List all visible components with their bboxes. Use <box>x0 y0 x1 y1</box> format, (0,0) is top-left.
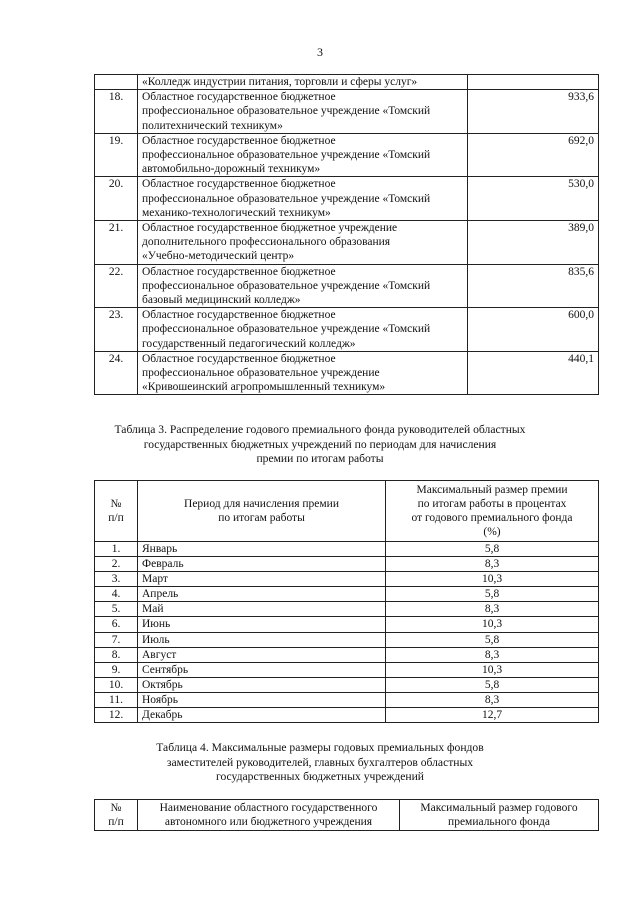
percent-value: 10,3 <box>386 572 599 587</box>
row-number: 3. <box>95 572 138 587</box>
institution-name-line: Областное государственное бюджетное <box>142 265 336 278</box>
row-number: 1. <box>95 542 138 557</box>
institution-name-cell <box>138 133 468 177</box>
page-number: 3 <box>317 45 323 59</box>
table-row <box>95 602 599 617</box>
percent-value: 10,3 <box>386 617 599 632</box>
period-cell: Март <box>138 572 386 587</box>
table-row <box>95 572 599 587</box>
premium-fund-value: 389,0 <box>468 221 599 265</box>
row-number: 24. <box>95 351 138 395</box>
header-max-premium: Максимальный размер премии по итогам работы в процентах от годового премиального фонда (%) <box>386 481 599 542</box>
period-cell: Февраль <box>138 557 386 572</box>
period-cell: Ноябрь <box>138 692 386 707</box>
deputy-premium-fund-table <box>94 799 599 831</box>
header-period: Период для начисления премии по итогам работы <box>138 481 386 542</box>
institution-name-cell <box>138 351 468 395</box>
period-cell: Октябрь <box>138 677 386 692</box>
institution-name-line: автомобильно-дорожный техникум» <box>142 163 321 176</box>
row-number: 20. <box>95 177 138 221</box>
caption-line: государственных бюджетных учреждений по периодам для начисления <box>143 437 497 451</box>
row-number: 23. <box>95 308 138 352</box>
premium-fund-value: 933,6 <box>468 90 599 134</box>
institution-name-cell <box>138 177 468 221</box>
row-number: 5. <box>95 602 138 617</box>
table-row <box>95 542 599 557</box>
period-cell: Июль <box>138 632 386 647</box>
row-number: 9. <box>95 662 138 677</box>
row-number: 22. <box>95 264 138 308</box>
table-header-row <box>95 481 599 542</box>
table-row <box>95 351 599 395</box>
percent-value: 8,3 <box>386 647 599 662</box>
table-row <box>95 90 599 134</box>
percent-value: 8,3 <box>386 557 599 572</box>
institution-name-line: «Учебно-методический центр» <box>142 250 295 263</box>
institution-name-cell <box>138 90 468 134</box>
row-number: 8. <box>95 647 138 662</box>
caption-line: заместителей руководителей, главных бухгалтеров областных <box>166 755 474 769</box>
table-row <box>95 617 599 632</box>
institution-name-line: Областное государственное бюджетное учреждение <box>142 222 398 235</box>
table-row <box>95 264 599 308</box>
institution-name-line: Областное государственное бюджетное <box>142 134 336 147</box>
institution-name-line: Областное государственное бюджетное <box>142 352 336 365</box>
table-row <box>95 662 599 677</box>
row-number: 4. <box>95 587 138 602</box>
caption-line: государственных бюджетных учреждений <box>216 770 424 783</box>
premium-fund-value: 692,0 <box>468 133 599 177</box>
institution-name-line: профессиональное образовательное учреждение «Томский <box>142 323 431 336</box>
premium-fund-value: 440,1 <box>468 351 599 395</box>
institution-name-cell <box>138 264 468 308</box>
percent-value: 5,8 <box>386 632 599 647</box>
institution-name-line: профессиональное образовательное учреждение «Томский <box>142 149 431 162</box>
institution-name-line: Областное государственное бюджетное <box>142 91 336 104</box>
institution-name-cell <box>138 221 468 265</box>
institution-name-line: профессиональное образовательное учреждение «Томский <box>142 279 431 292</box>
table-row <box>95 677 599 692</box>
institution-name-line: профессиональное образовательное учреждение «Томский <box>142 105 431 118</box>
percent-value: 8,3 <box>386 602 599 617</box>
percent-value: 5,8 <box>386 677 599 692</box>
institution-name-line: дополнительного профессионального образования <box>142 236 391 249</box>
table-row <box>95 221 599 265</box>
row-number: 2. <box>95 557 138 572</box>
table-row <box>95 133 599 177</box>
value-cell <box>468 75 599 90</box>
institution-name-line: профессиональное образовательное учреждение «Томский <box>142 192 431 205</box>
institutions-table <box>94 74 599 395</box>
period-cell: Июнь <box>138 617 386 632</box>
percent-value: 5,8 <box>386 587 599 602</box>
institution-name-line: Областное государственное бюджетное <box>142 178 336 191</box>
row-number: 12. <box>95 708 138 723</box>
institution-name-line: государственный педагогический колледж» <box>142 337 356 350</box>
percent-value: 8,3 <box>386 692 599 707</box>
table-row <box>95 557 599 572</box>
table3-caption <box>0 423 640 467</box>
institution-name-line: «Кривошеинский агропромышленный техникум» <box>142 381 386 394</box>
period-cell: Декабрь <box>138 708 386 723</box>
table-row <box>95 692 599 707</box>
row-number: 19. <box>95 133 138 177</box>
premium-fund-value: 835,6 <box>468 264 599 308</box>
table-row <box>95 177 599 221</box>
period-cell: Январь <box>138 542 386 557</box>
institution-name-line: базовый медицинский колледж» <box>142 294 301 307</box>
period-cell: Апрель <box>138 587 386 602</box>
row-number: 10. <box>95 677 138 692</box>
institution-name-line: механико-технологический техникум» <box>142 206 331 219</box>
table-row <box>95 708 599 723</box>
premium-distribution-table <box>94 480 599 723</box>
table-header-row <box>95 800 599 831</box>
table-row <box>95 587 599 602</box>
header-number: № п/п <box>95 481 138 542</box>
period-cell: Сентябрь <box>138 662 386 677</box>
percent-value: 10,3 <box>386 662 599 677</box>
table-row <box>95 308 599 352</box>
percent-value: 5,8 <box>386 542 599 557</box>
row-number: 18. <box>95 90 138 134</box>
caption-line: Таблица 3. Распределение годового премиального фонда руководителей областных <box>114 423 526 436</box>
table4-caption <box>0 741 640 785</box>
row-number: 6. <box>95 617 138 632</box>
institution-name-line: Областное государственное бюджетное <box>142 309 336 322</box>
institution-name-line: профессиональное образовательное учреждение <box>142 367 380 380</box>
institution-name-cell: «Колледж индустрии питания, торговли и сферы услуг» <box>138 75 468 90</box>
table-row <box>95 647 599 662</box>
header-institution-name: Наименование областного государственного автономного или бюджетного учреждения <box>138 800 400 831</box>
institution-name-line: политехнический техникум» <box>142 119 283 132</box>
premium-fund-value: 530,0 <box>468 177 599 221</box>
period-cell: Август <box>138 647 386 662</box>
table-row <box>95 632 599 647</box>
caption-line: Таблица 4. Максимальные размеры годовых премиальных фондов <box>156 741 484 754</box>
period-cell: Май <box>138 602 386 617</box>
row-number: 21. <box>95 221 138 265</box>
table-row <box>95 75 599 90</box>
premium-fund-value: 600,0 <box>468 308 599 352</box>
row-number: 11. <box>95 692 138 707</box>
caption-line: премии по итогам работы <box>256 452 384 465</box>
percent-value: 12,7 <box>386 708 599 723</box>
number-cell <box>95 75 138 90</box>
institution-name-cell <box>138 308 468 352</box>
row-number: 7. <box>95 632 138 647</box>
header-max-fund: Максимальный размер годового премиального фонда <box>400 800 599 831</box>
header-number: № п/п <box>95 800 138 831</box>
